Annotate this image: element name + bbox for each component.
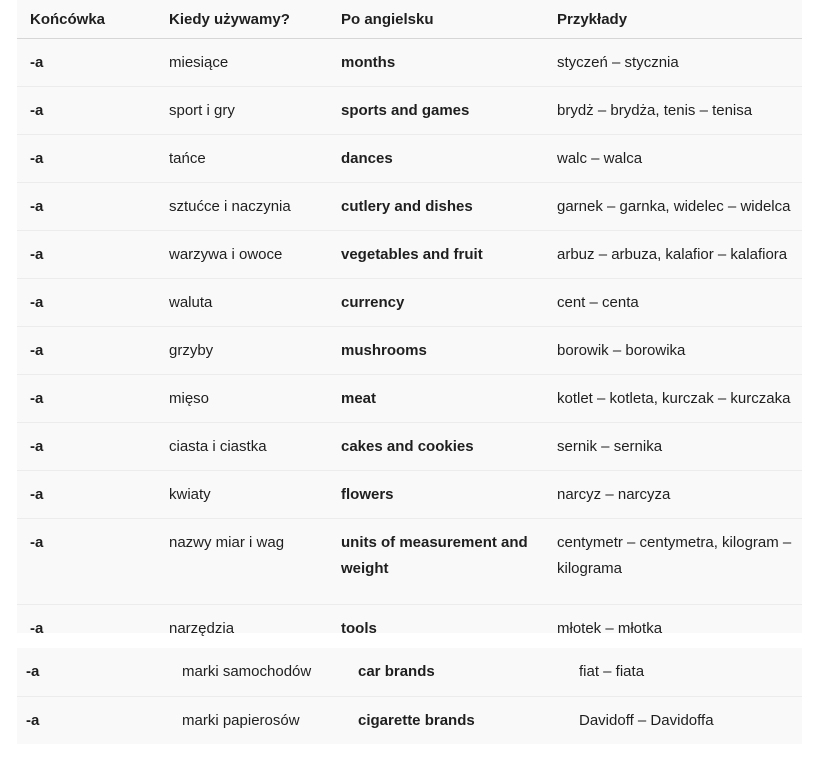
- cell-examples: kotlet – kotleta, kurczak – kurczaka: [557, 389, 791, 407]
- cell-english: car brands: [358, 663, 435, 680]
- cell-usage: sport i gry: [169, 101, 235, 119]
- cell-examples: fiat – fiata: [579, 663, 645, 680]
- cell-english: months: [341, 53, 396, 71]
- cell-ending: -a: [26, 711, 40, 729]
- cell-ending: -a: [30, 53, 44, 71]
- cell-examples: borowik – borowika: [557, 341, 686, 359]
- table-row: [17, 423, 802, 471]
- header-usage: Kiedy używamy?: [169, 11, 290, 28]
- header-examples: Przykłady: [557, 11, 628, 28]
- table-row: [17, 697, 802, 745]
- cell-english: cakes and cookies: [341, 437, 474, 455]
- cell-usage: tańce: [169, 149, 206, 167]
- header-english: Po angielsku: [341, 11, 434, 28]
- table-row: [17, 471, 802, 519]
- cell-usage: waluta: [169, 293, 213, 311]
- cell-usage: narzędzia: [169, 619, 235, 637]
- cell-usage: mięso: [169, 389, 210, 407]
- cell-english: tools: [341, 619, 377, 637]
- cell-ending: -a: [30, 437, 44, 455]
- cell-ending: -a: [26, 663, 40, 680]
- cell-english: mushrooms: [341, 341, 427, 359]
- cell-ending: -a: [30, 197, 44, 215]
- cell-english: cutlery and dishes: [341, 197, 473, 215]
- cell-examples: garnek – garnka, widelec – widelca: [557, 197, 791, 215]
- cell-examples: Davidoff – Davidoffa: [579, 711, 714, 729]
- table-row: [17, 648, 802, 697]
- table-row: [17, 605, 802, 653]
- cell-usage: kwiaty: [169, 485, 211, 503]
- cell-english: units of measurement and weight: [341, 534, 528, 577]
- cell-english: flowers: [341, 485, 394, 503]
- cell-usage: miesiące: [169, 53, 229, 71]
- table-row: [17, 183, 802, 231]
- cell-english: dances: [341, 149, 393, 167]
- cell-usage: marki samochodów: [182, 663, 312, 680]
- extra-endings-table: [17, 648, 802, 744]
- table-row: [17, 87, 802, 135]
- genitive-endings-table: [17, 0, 802, 637]
- cell-usage: warzywa i owoce: [169, 245, 283, 263]
- cell-examples: walc – walca: [557, 149, 643, 167]
- cell-ending: -a: [30, 619, 44, 637]
- cell-english: cigarette brands: [358, 711, 475, 729]
- cell-usage: sztućce i naczynia: [169, 197, 291, 215]
- table-row: [17, 327, 802, 375]
- cell-ending: -a: [30, 245, 44, 263]
- cell-examples: arbuz – arbuza, kalafior – kalafiora: [557, 245, 788, 263]
- cell-examples: cent – centa: [557, 293, 639, 311]
- table-row: [17, 231, 802, 279]
- table-row: [17, 39, 802, 87]
- table-row: [17, 519, 802, 605]
- table-row: [17, 375, 802, 423]
- table-row: [17, 279, 802, 327]
- cell-ending: -a: [30, 149, 44, 167]
- table-header-row: [17, 0, 802, 39]
- cell-usage: ciasta i ciastka: [169, 437, 267, 455]
- cell-examples: sernik – sernika: [557, 437, 663, 455]
- cell-ending: -a: [30, 534, 44, 551]
- cell-usage: nazwy miar i wag: [169, 534, 285, 551]
- table-row: [17, 135, 802, 183]
- cell-ending: -a: [30, 293, 44, 311]
- cell-english: vegetables and fruit: [341, 245, 483, 263]
- cell-examples: młotek – młotka: [557, 619, 663, 637]
- header-ending: Końcówka: [30, 11, 106, 28]
- cell-english: sports and games: [341, 101, 470, 119]
- cell-english: currency: [341, 293, 405, 311]
- cell-examples: centymetr – centymetra, kilogram – kilograma: [557, 534, 792, 577]
- cell-usage: marki papierosów: [182, 711, 300, 729]
- cell-examples: brydż – brydża, tenis – tenisa: [557, 101, 753, 119]
- cell-examples: narcyz – narcyza: [557, 485, 671, 503]
- cell-ending: -a: [30, 341, 44, 359]
- cell-examples: styczeń – stycznia: [557, 53, 679, 71]
- cell-ending: -a: [30, 389, 44, 407]
- cell-ending: -a: [30, 101, 44, 119]
- cell-usage: grzyby: [169, 341, 214, 359]
- cell-english: meat: [341, 389, 377, 407]
- cell-ending: -a: [30, 485, 44, 503]
